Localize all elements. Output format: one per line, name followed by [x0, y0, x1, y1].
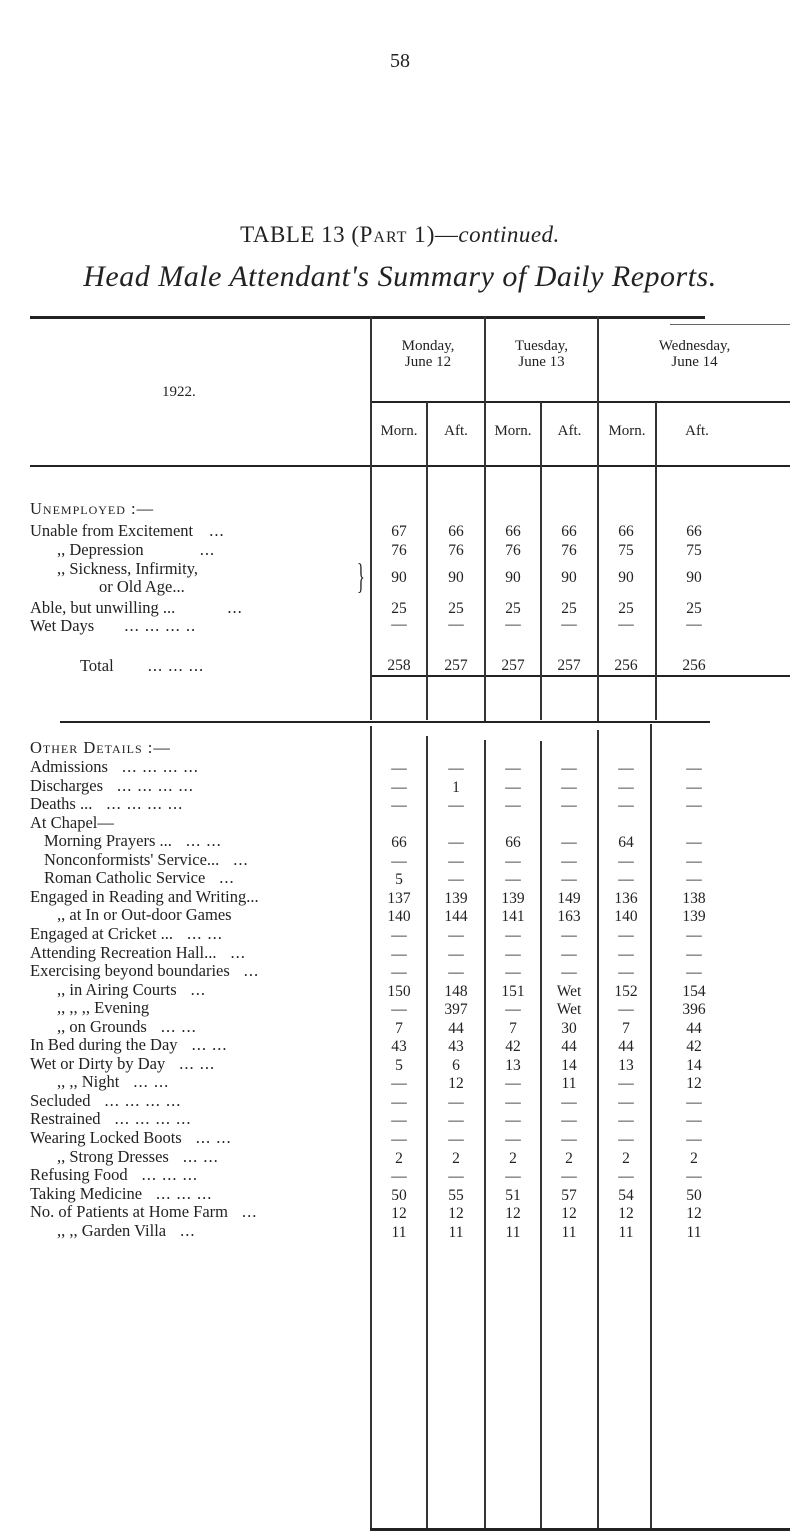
value-cell: 12 [391, 1205, 407, 1223]
row-label-text: Restrained [30, 1109, 101, 1129]
value-cell: 397 [444, 1001, 468, 1019]
value-cell: 66 [448, 523, 464, 540]
value-cell: — [505, 797, 521, 815]
value-cell: — [505, 852, 521, 870]
value-cell: — [561, 760, 577, 777]
table-subtitle: Head Male Attendant's Summary of Daily Reports. [83, 260, 717, 293]
value-cell: — [448, 871, 464, 889]
value-cell: 150 [387, 982, 411, 1000]
value-cell: 42 [505, 1038, 521, 1056]
value-cell: — [618, 926, 634, 944]
value-cell: — [448, 852, 464, 870]
value-cell: — [391, 852, 407, 870]
row-label-text: At Chapel— [30, 812, 114, 832]
row-label-text: ,, Strong Dresses [57, 1146, 169, 1166]
value-cell: 11 [505, 1223, 521, 1241]
value-cell: — [686, 852, 702, 870]
value-cell: — [391, 1168, 407, 1186]
value-cell: 44 [448, 1019, 464, 1037]
value-cell: — [618, 852, 634, 870]
row-label-dots: ... [230, 942, 246, 962]
unemployed-heading: Unemployed :— [30, 499, 155, 518]
value-cell: 139 [501, 889, 525, 907]
row-label-dots: ... ... [182, 1146, 219, 1166]
value-cell: 12 [505, 1205, 521, 1223]
value-cell: — [561, 1131, 577, 1148]
row-label-dots: ... [180, 1220, 196, 1240]
value-cell: 30 [561, 1019, 577, 1037]
value-cell: 149 [557, 889, 581, 907]
value-cell: 25 [618, 600, 634, 617]
value-cell: — [618, 871, 634, 889]
day-header-monday: Monday, June 12 [401, 338, 455, 370]
value-cell: 5 [395, 871, 403, 889]
row-label-text: ,, on Grounds [57, 1016, 147, 1036]
value-cell: — [686, 1093, 702, 1111]
total-value-cell: 256 [682, 657, 706, 674]
value-cell: 66 [505, 834, 521, 852]
value-cell: — [686, 778, 702, 796]
value-cell: 152 [614, 982, 638, 1000]
value-cell: 76 [391, 542, 407, 559]
value-cell: 137 [387, 889, 411, 907]
value-cell: — [391, 964, 407, 982]
value-cell: — [686, 945, 702, 963]
value-cell: — [618, 616, 634, 633]
table-title-suffix: )— [426, 222, 459, 247]
value-cell: 76 [561, 542, 577, 559]
row-label-text: Wet or Dirty by Day [30, 1053, 166, 1073]
value-cell: — [505, 945, 521, 963]
value-cell: 12 [561, 1205, 577, 1223]
day-header-tuesday: Tuesday, June 13 [514, 338, 569, 370]
value-cell: 11 [618, 1223, 634, 1241]
value-cell: — [561, 1093, 577, 1111]
row-label [57, 1148, 219, 1166]
row-label [44, 851, 249, 869]
row-label [57, 1073, 169, 1091]
value-cell: — [391, 1131, 407, 1148]
table-title-continued: continued. [458, 222, 560, 247]
row-label-dots: ... [243, 961, 260, 981]
value-cell: — [448, 834, 464, 852]
row-label-text: Admissions [30, 757, 108, 776]
row-label-dots: ... [233, 849, 249, 869]
value-cell: 57 [561, 1186, 577, 1204]
value-cell: 64 [618, 834, 634, 852]
row-label-text: Engaged in Reading and Writing... [30, 886, 259, 906]
table-bottom-rule [370, 1528, 790, 1531]
value-cell: 5 [395, 1056, 403, 1074]
value-cell: 11 [561, 1075, 577, 1093]
subcol-morn: Morn. [608, 423, 646, 439]
subcol-aft: Aft. [444, 423, 468, 439]
day-header-wednesday: Wednesday, June 14 [658, 338, 731, 370]
value-cell: 144 [444, 908, 468, 926]
value-cell: 154 [682, 982, 706, 1000]
value-cell: 75 [618, 542, 634, 559]
row-label-text: Wearing Locked Boots [30, 1128, 182, 1147]
value-cell: 151 [501, 982, 525, 1000]
value-cell: — [686, 1131, 702, 1148]
value-cell: 90 [561, 569, 577, 586]
value-cell: 76 [448, 542, 464, 559]
value-cell: — [505, 1131, 521, 1148]
row-label [30, 1055, 215, 1073]
value-cell: 11 [561, 1223, 577, 1241]
table-title [0, 222, 800, 248]
value-cell: — [448, 964, 464, 982]
value-cell: 13 [505, 1056, 521, 1074]
value-cell: — [561, 778, 577, 796]
value-cell: — [391, 1112, 407, 1130]
value-cell: 140 [614, 908, 638, 926]
value-cell: Wet [556, 1001, 582, 1019]
value-cell: — [618, 1168, 634, 1186]
row-label [30, 1129, 232, 1147]
value-cell: — [686, 616, 702, 633]
value-cell: 76 [505, 542, 521, 559]
value-cell: 11 [686, 1223, 702, 1241]
value-cell: 42 [686, 1038, 702, 1056]
row-label [30, 777, 194, 795]
page-number: 58 [390, 50, 410, 72]
value-cell: 66 [561, 523, 577, 540]
header-bottom-rule [30, 465, 790, 467]
row-label-text: ,, ,, ,, Evening [57, 998, 150, 1018]
value-cell: 141 [501, 908, 525, 926]
row-label-text: Discharges [30, 775, 104, 795]
row-label [30, 925, 223, 943]
total-value-cell: 257 [557, 657, 581, 674]
value-cell: 25 [561, 600, 577, 617]
value-cell: — [686, 1168, 702, 1186]
value-cell: — [391, 926, 407, 944]
value-cell: — [505, 616, 521, 633]
bracket-glyph: } [357, 556, 365, 596]
value-cell: — [505, 1093, 521, 1111]
row-label-dots: ... ... ... ... [114, 1109, 192, 1129]
value-cell: — [561, 616, 577, 633]
table-title-prefix: TABLE 13 ( [240, 222, 360, 247]
value-cell: 2 [622, 1149, 630, 1167]
row-label-text: Nonconformists' Service... [44, 849, 220, 869]
subcol-morn: Morn. [380, 423, 418, 439]
table-title-part: Part 1 [359, 222, 427, 247]
value-cell: 43 [448, 1038, 464, 1056]
row-label-dots: ... ... [186, 923, 223, 943]
row-label: Able, but unwilling ... ... [30, 598, 243, 617]
value-cell: — [505, 964, 521, 982]
value-cell: — [448, 616, 464, 633]
value-cell: — [448, 1131, 464, 1148]
value-cell: — [618, 1075, 634, 1093]
value-cell: — [561, 852, 577, 870]
row-label-dots: ... ... ... ... [106, 794, 184, 814]
unemployed-bottom-rule [60, 721, 710, 723]
value-cell: Wet [556, 982, 582, 1000]
row-label-text: ,, at In or Out-door Games [57, 905, 232, 925]
value-cell: — [618, 1112, 634, 1130]
row-label-text: Secluded [30, 1090, 91, 1110]
value-cell: — [561, 964, 577, 982]
value-cell: 136 [614, 889, 638, 907]
value-cell: 7 [509, 1019, 517, 1037]
value-cell: — [505, 760, 521, 777]
value-cell: — [505, 926, 521, 944]
value-cell: 50 [391, 1186, 407, 1204]
value-cell: 139 [682, 908, 706, 926]
row-label-dots: ... ... [185, 831, 222, 851]
value-cell: — [618, 797, 634, 815]
value-cell: 43 [391, 1038, 407, 1056]
value-cell: 6 [452, 1056, 460, 1074]
row-label-dots: ... ... [191, 1035, 228, 1055]
row-label [30, 1110, 191, 1128]
row-label-text: Roman Catholic Service [44, 868, 206, 888]
row-label-text: No. of Patients at Home Farm [30, 1202, 228, 1222]
value-cell: 66 [686, 523, 702, 540]
value-cell: 90 [505, 569, 521, 586]
row-label-dots: ... ... ... ... [117, 775, 194, 795]
value-cell: 12 [618, 1205, 634, 1223]
value-cell: 12 [448, 1075, 464, 1093]
row-label-dots: ... [190, 979, 207, 999]
value-cell: 2 [690, 1149, 698, 1167]
value-cell: — [448, 1168, 464, 1186]
value-cell: 2 [452, 1149, 460, 1167]
value-cell: 13 [618, 1056, 634, 1074]
value-cell: — [686, 926, 702, 944]
value-cell: — [505, 1075, 521, 1093]
value-cell: — [505, 778, 521, 796]
row-label-dots: ... ... [160, 1016, 197, 1036]
value-cell: 25 [686, 600, 702, 617]
value-cell: 25 [448, 600, 464, 617]
value-cell: 14 [561, 1056, 577, 1074]
row-label-text: Taking Medicine [30, 1183, 143, 1203]
value-cell: 140 [387, 908, 411, 926]
value-cell: — [505, 1001, 521, 1019]
table-top-rule-right [670, 324, 790, 325]
row-label [57, 981, 206, 999]
value-cell: 75 [686, 542, 702, 559]
value-cell: 44 [618, 1038, 634, 1056]
row-label: ,, Depression ... [57, 540, 216, 559]
value-cell: — [391, 1075, 407, 1093]
value-cell: 66 [391, 834, 407, 852]
value-cell: 1 [452, 778, 460, 796]
row-label-dots: ... ... [195, 1128, 232, 1147]
value-cell: 163 [557, 908, 581, 926]
row-label [44, 869, 235, 887]
row-label-text: Morning Prayers ... [44, 831, 172, 851]
value-cell: 67 [391, 523, 407, 540]
value-cell: 11 [448, 1223, 464, 1241]
value-cell: — [686, 1112, 702, 1130]
value-cell: — [448, 797, 464, 815]
value-cell: — [448, 760, 464, 777]
total-value-cell: 257 [444, 657, 468, 674]
row-label [57, 906, 232, 924]
row-label [57, 1222, 196, 1240]
value-cell: 2 [509, 1149, 517, 1167]
total-value-cell: 256 [614, 657, 638, 674]
row-label-dots: ... [241, 1202, 258, 1222]
row-label-dots: ... ... ... [141, 1165, 199, 1185]
value-cell: 139 [444, 889, 468, 907]
value-cell: 66 [618, 523, 634, 540]
value-cell: — [618, 760, 634, 777]
value-cell: 55 [448, 1186, 464, 1204]
row-label: Wet Days ... ... ... .. [30, 616, 197, 635]
value-cell: — [618, 1001, 634, 1019]
value-cell: 12 [686, 1075, 702, 1093]
row-label-text: Refusing Food [30, 1165, 128, 1185]
year-label: 1922. [162, 384, 196, 400]
value-cell: — [561, 1112, 577, 1130]
total-label: Total ... ... ... [80, 656, 205, 675]
value-cell: — [505, 871, 521, 889]
value-cell: 90 [391, 569, 407, 586]
value-cell: — [448, 945, 464, 963]
value-cell: 66 [505, 523, 521, 540]
row-label-dots: ... [219, 868, 235, 888]
row-label: or Old Age... [99, 577, 185, 596]
row-label [44, 832, 222, 850]
value-cell: 90 [618, 569, 634, 586]
row-label: Unable from Excitement ... [30, 521, 225, 540]
row-label [30, 962, 259, 980]
row-label-text: ,, in Airing Courts [57, 979, 177, 999]
value-cell: — [448, 1093, 464, 1111]
value-cell: — [391, 797, 407, 815]
row-label: ,, Sickness, Infirmity, [57, 559, 198, 578]
table-top-rule [30, 316, 705, 319]
value-cell: — [391, 1001, 407, 1019]
value-cell: — [686, 760, 702, 777]
value-cell: — [391, 1093, 407, 1111]
row-label-dots: ... ... ... ... [121, 757, 199, 776]
row-label-dots: ... ... [133, 1072, 170, 1092]
row-label [30, 1166, 198, 1184]
value-cell: 148 [444, 982, 468, 1000]
row-label-text: Deaths ... [30, 794, 93, 814]
total-rule [372, 675, 790, 677]
subheader-rule [372, 401, 790, 403]
value-cell: 7 [395, 1019, 403, 1037]
value-cell: — [448, 1112, 464, 1130]
value-cell: — [448, 926, 464, 944]
value-cell: 54 [618, 1186, 634, 1204]
value-cell: 12 [686, 1205, 702, 1223]
row-label [30, 888, 259, 906]
value-cell: 2 [395, 1149, 403, 1167]
value-cell: 25 [505, 600, 521, 617]
row-label-text: Attending Recreation Hall... [30, 942, 217, 962]
value-cell: — [505, 1168, 521, 1186]
value-cell: — [391, 945, 407, 963]
row-label [30, 795, 183, 813]
value-cell: 25 [391, 600, 407, 617]
row-label [30, 1203, 257, 1221]
subcol-aft: Aft. [557, 423, 582, 439]
row-label-text: ,, ,, Night [57, 1072, 120, 1092]
row-label-text: Exercising beyond boundaries [30, 961, 230, 981]
value-cell: — [561, 926, 577, 944]
value-cell: 44 [686, 1019, 702, 1037]
value-cell: — [561, 834, 577, 852]
value-cell: 50 [686, 1186, 702, 1204]
value-cell: — [561, 945, 577, 963]
value-cell: 12 [448, 1205, 464, 1223]
value-cell: 2 [565, 1149, 573, 1167]
value-cell: 11 [391, 1223, 407, 1241]
daily-report-table [30, 316, 790, 1536]
value-cell: — [391, 760, 407, 777]
row-label [57, 1018, 197, 1036]
value-cell: — [686, 964, 702, 982]
value-cell: — [618, 964, 634, 982]
value-cell: 396 [682, 1001, 706, 1019]
value-cell: 44 [561, 1038, 577, 1056]
row-label [30, 1185, 212, 1203]
row-label-text: ,, ,, Garden Villa [57, 1220, 167, 1240]
total-value-cell: 258 [387, 657, 411, 674]
value-cell: 90 [686, 569, 702, 586]
row-label [30, 814, 114, 832]
value-cell: — [505, 1112, 521, 1130]
value-cell: — [618, 1093, 634, 1111]
value-cell: — [561, 797, 577, 815]
value-cell: — [686, 834, 702, 852]
row-label [30, 1092, 181, 1110]
row-label [30, 944, 246, 962]
value-cell: — [561, 871, 577, 889]
value-cell: — [618, 945, 634, 963]
value-cell: — [686, 797, 702, 815]
value-cell: — [561, 1168, 577, 1186]
value-cell: — [618, 778, 634, 796]
value-cell: 138 [682, 889, 706, 907]
row-label-text: Engaged at Cricket ... [30, 923, 173, 943]
value-cell: 14 [686, 1056, 702, 1074]
row-label-dots: ... ... [179, 1053, 216, 1073]
subcol-aft: Aft. [685, 423, 709, 439]
value-cell: 7 [622, 1019, 630, 1037]
row-label-dots: ... ... ... ... [104, 1090, 182, 1110]
row-label [57, 999, 149, 1017]
value-cell: — [686, 871, 702, 889]
other-details-heading: Other Details :— [30, 738, 171, 757]
total-value-cell: 257 [501, 657, 525, 674]
value-cell: 90 [448, 569, 464, 586]
row-label-dots: ... ... ... [156, 1183, 213, 1203]
row-label [30, 758, 199, 776]
value-cell: 51 [505, 1186, 521, 1204]
value-cell: — [391, 616, 407, 633]
row-label-text: In Bed during the Day [30, 1035, 178, 1055]
subcol-morn: Morn. [494, 423, 532, 439]
value-cell: — [391, 778, 407, 796]
row-label [30, 1036, 227, 1054]
value-cell: — [618, 1131, 634, 1148]
